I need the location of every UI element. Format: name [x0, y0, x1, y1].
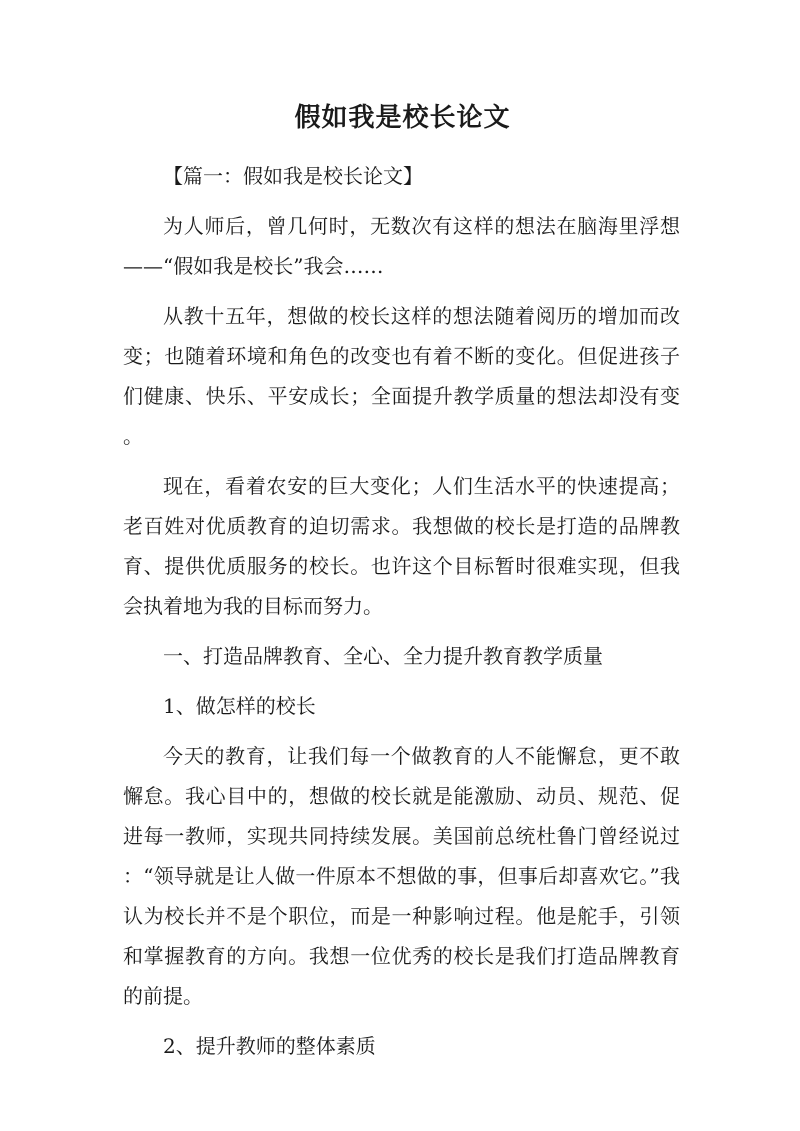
heading-brand-education: 一、打造品牌教育、全心、全力提升教育教学质量 — [163, 644, 603, 668]
paragraph-intro: 为人师后，曾几何时，无数次有这样的想法在脑海里浮想——“假如我是校长”我会…… — [123, 214, 680, 278]
document-title: 假如我是校长论文 — [294, 103, 511, 133]
heading-teacher-quality: 2、提升教师的整体素质 — [163, 1034, 376, 1058]
paragraph-fifteen-years: 从教十五年，想做的校长这样的想法随着阅历的增加而改变；也随着环境和角色的改变也有着不断的变化。但促进孩子们健康、快乐、平安成长；全面提升教学质量的想法却没有变。 — [123, 304, 680, 448]
paragraph-today-education: 今天的教育，让我们每一个做教育的人不能懈怠，更不敢懈怠。我心目中的，想做的校长就是能激励、动员、规范、促进每一教师，实现共同持续发展。美国前总统杜鲁门曾经说过：“领导就是让人做一件原本不想做的事，但事后却喜欢它。”我认为校长并不是个职位，而是一种影响过程。他是舵手，引领和掌握教育的方向。我想一位优秀的校长是我们打造品牌教育的前提。 — [123, 744, 680, 1008]
heading-what-principal: 1、做怎样的校长 — [163, 694, 316, 718]
section-heading: 【篇一：假如我是校长论文】 — [163, 164, 423, 188]
paragraph-current-changes: 现在，看着农安的巨大变化；人们生活水平的快速提高；老百姓对优质教育的迫切需求。我想做的校长是打造的品牌教育、提供优质服务的校长。也许这个目标暂时很难实现，但我会执着地为我的目标而努力。 — [123, 474, 680, 618]
